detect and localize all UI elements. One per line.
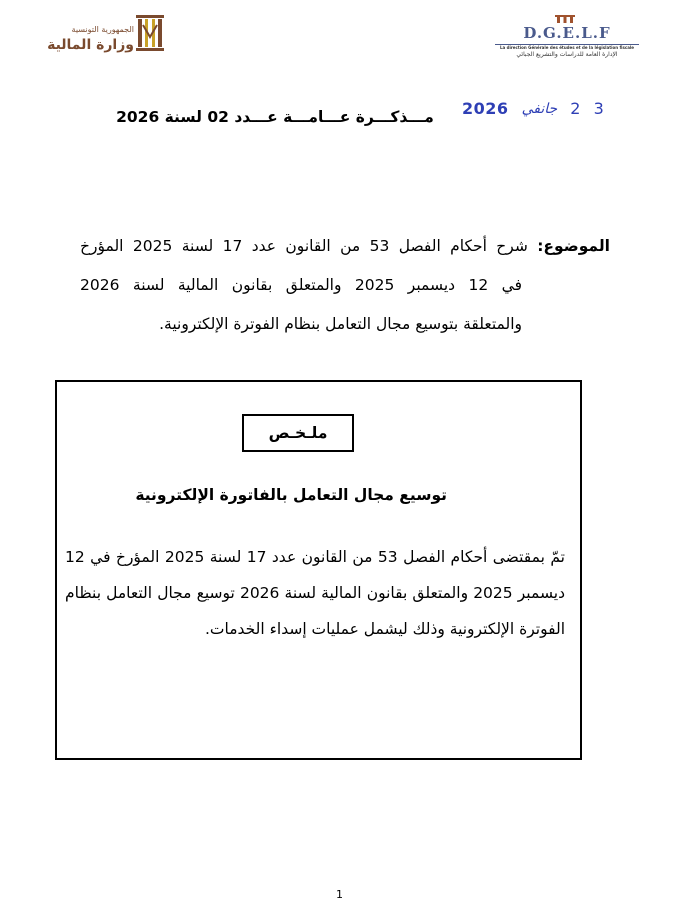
summary-body-line-3: الفوترة الإلكترونية وذلك ليشمل عمليات إسداء الخدمات. [204, 620, 565, 638]
directorate-logo-arabic: الإدارة العامة للدراسات والتشريع الجبائي [516, 51, 618, 58]
subject-paragraph [80, 227, 610, 344]
summary-body-line-1: تمّ بمقتضى أحكام الفصل 53 من القانون عدد 17 لسنة 2025 المؤرخ في 12 [65, 548, 565, 566]
page-number: 1 [336, 888, 343, 901]
directorate-emblem-icon [545, 14, 585, 24]
directorate-logo-french: La direction Générale des études et de la législation fiscale [499, 45, 635, 50]
ministry-logo [47, 13, 170, 55]
summary-box [55, 380, 582, 760]
ministry-logo-name: وزارة المالية [47, 37, 134, 53]
summary-body-line-2: ديسمبر 2025 والمتعلق بقانون المالية لسنة 2026 توسيع مجال التعامل بنظام [65, 584, 565, 602]
summary-body [65, 539, 565, 647]
summary-label: ملـخـص [242, 414, 354, 452]
ministry-emblem-icon [135, 13, 165, 53]
summary-heading: توسيع مجال التعامل بالفاتورة الإلكترونية [135, 486, 447, 504]
stamp-month: جانفي [521, 100, 558, 117]
subject-line-1 [80, 227, 610, 266]
subject-line-2: في 12 ديسمبر 2025 والمتعلق بقانون المالية لسنة 2026 [80, 276, 522, 294]
stamp-year: 2026 [462, 99, 509, 118]
date-stamp [462, 98, 608, 126]
ministry-logo-country: الجمهورية التونسية [71, 25, 134, 34]
directorate-logo-brand: D.G.E.L.F [523, 24, 611, 42]
directorate-logo [487, 14, 647, 58]
subject-line-3: والمتعلقة بتوسيع مجال التعامل بنظام الفوترة الإلكترونية. [159, 315, 522, 333]
stamp-day: 2 3 [570, 99, 608, 118]
subject-text-1: شرح أحكام الفصل 53 من القانون عدد 17 لسنة 2025 المؤرخ [80, 237, 528, 255]
subject-label: الموضوع: [537, 237, 610, 255]
document-title: مـــذكـــرة عـــامـــة عـــدد 02 لسنة 2026 [116, 108, 434, 126]
